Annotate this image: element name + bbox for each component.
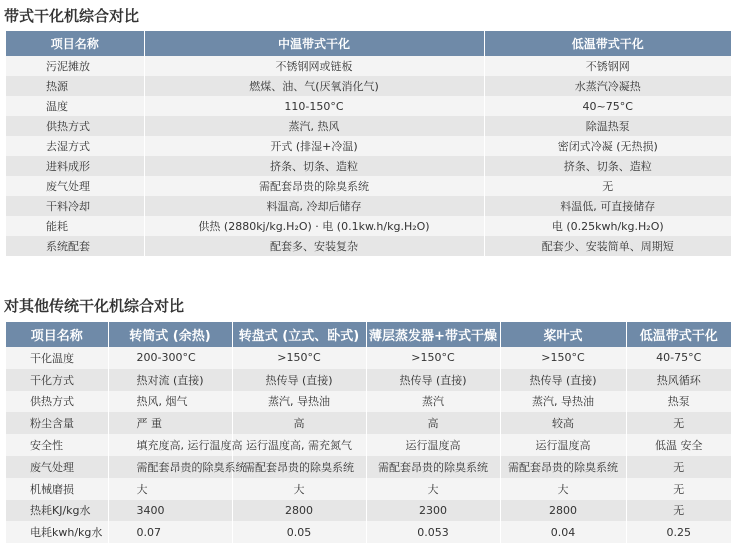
row-label: 热耗KJ/kg水 (6, 500, 108, 522)
table-cell: 热风, 烟气 (108, 391, 232, 413)
column-header: 项目名称 (6, 322, 108, 347)
section1-title: 带式干化机综合对比 (4, 7, 140, 25)
column-header: 项目名称 (6, 31, 144, 56)
table-cell: 高 (232, 412, 366, 434)
table-cell: 0.04 (500, 521, 626, 543)
table-cell: >150°C (232, 347, 366, 369)
table-row (6, 478, 731, 500)
table-row (6, 216, 731, 236)
table-header-row (6, 31, 731, 56)
row-label: 干化温度 (6, 347, 108, 369)
table-cell: 0.05 (232, 521, 366, 543)
table-cell: 燃煤、油、气(厌氧消化气) (144, 76, 484, 96)
row-label: 污泥摊放 (6, 56, 144, 76)
table-cell: 配套少、安装简单、周期短 (484, 236, 731, 256)
table-cell: 3400 (108, 500, 232, 522)
table-cell: 供热 (2880kj/kg.H₂O) · 电 (0.1kw.h/kg.H₂O) (144, 216, 484, 236)
row-label: 能耗 (6, 216, 144, 236)
table-cell: 2300 (366, 500, 500, 522)
table-row (6, 136, 731, 156)
row-label: 废气处理 (6, 456, 108, 478)
table-cell: 需配套昂贵的除臭系统 (366, 456, 500, 478)
table-row (6, 236, 731, 256)
row-label: 干化方式 (6, 369, 108, 391)
table-cell: 不锈钢网 (484, 56, 731, 76)
row-label: 电耗kwh/kg水 (6, 521, 108, 543)
row-label: 温度 (6, 96, 144, 116)
table-cell: 运行温度高 (366, 434, 500, 456)
table-cell: 除温热泵 (484, 116, 731, 136)
table-row (6, 196, 731, 216)
table-cell: >150°C (500, 347, 626, 369)
row-label: 废气处理 (6, 176, 144, 196)
table-cell: 热传导 (直接) (366, 369, 500, 391)
table-row (6, 521, 731, 543)
table-cell: 挤条、切条、造粒 (144, 156, 484, 176)
table-cell: 2800 (232, 500, 366, 522)
table-row (6, 76, 731, 96)
table-cell: 40~75°C (484, 96, 731, 116)
table-cell: 无 (484, 176, 731, 196)
table-cell: 0.053 (366, 521, 500, 543)
column-header: 中温带式干化 (144, 31, 484, 56)
table-cell: 电 (0.25kwh/kg.H₂O) (484, 216, 731, 236)
column-header: 转筒式 (余热) (108, 322, 232, 347)
column-header: 低温带式干化 (484, 31, 731, 56)
row-label: 机械磨损 (6, 478, 108, 500)
table-cell: 40-75°C (626, 347, 731, 369)
table-cell: 热传导 (直接) (232, 369, 366, 391)
table-cell: 热传导 (直接) (500, 369, 626, 391)
table-cell: 大 (108, 478, 232, 500)
table-cell: 需配套昂贵的除臭系统 (232, 456, 366, 478)
table-cell: 大 (366, 478, 500, 500)
table-cell: 热泵 (626, 391, 731, 413)
belt-dryer-comparison-table (6, 31, 731, 256)
table-row (6, 369, 731, 391)
table-cell: 0.25 (626, 521, 731, 543)
table-cell: 200-300°C (108, 347, 232, 369)
table-cell: 开式 (排湿+冷温) (144, 136, 484, 156)
row-label: 供热方式 (6, 116, 144, 136)
table-header-row (6, 322, 731, 347)
table-row (6, 412, 731, 434)
table-cell: 无 (626, 412, 731, 434)
table-row (6, 456, 731, 478)
table-row (6, 391, 731, 413)
row-label: 供热方式 (6, 391, 108, 413)
table-cell: 蒸汽, 导热油 (500, 391, 626, 413)
section2-title: 对其他传统干化机综合对比 (4, 297, 185, 315)
table-cell: 蒸汽, 热风 (144, 116, 484, 136)
table-cell: 需配套昂贵的除臭系统 (144, 176, 484, 196)
table-cell: 运行温度高, 需充氮气 (232, 434, 366, 456)
table-cell: 严 重 (108, 412, 232, 434)
table-cell: 密闭式冷凝 (无热损) (484, 136, 731, 156)
table-cell: 不锈钢网或链板 (144, 56, 484, 76)
row-label: 安全性 (6, 434, 108, 456)
table-cell: >150°C (366, 347, 500, 369)
table-cell: 蒸汽, 导热油 (232, 391, 366, 413)
table-cell: 需配套昂贵的除臭系统 (500, 456, 626, 478)
table-cell: 较高 (500, 412, 626, 434)
table-cell: 蒸汽 (366, 391, 500, 413)
table-row (6, 434, 731, 456)
table-row (6, 116, 731, 136)
table-cell: 大 (232, 478, 366, 500)
table-cell: 110-150°C (144, 96, 484, 116)
table-row (6, 500, 731, 522)
table-cell: 热风循环 (626, 369, 731, 391)
table-row (6, 176, 731, 196)
table-cell: 高 (366, 412, 500, 434)
table-cell: 2800 (500, 500, 626, 522)
row-label: 去湿方式 (6, 136, 144, 156)
row-label: 进料成形 (6, 156, 144, 176)
table-cell: 料温高, 冷却后储存 (144, 196, 484, 216)
row-label: 系统配套 (6, 236, 144, 256)
table-cell: 0.07 (108, 521, 232, 543)
table-cell: 热对流 (直接) (108, 369, 232, 391)
table-row (6, 56, 731, 76)
table-cell: 配套多、安装复杂 (144, 236, 484, 256)
table-row (6, 156, 731, 176)
table-cell: 运行温度高 (500, 434, 626, 456)
table-cell: 挤条、切条、造粒 (484, 156, 731, 176)
column-header: 低温带式干化 (626, 322, 731, 347)
row-label: 粉尘含量 (6, 412, 108, 434)
column-header: 桨叶式 (500, 322, 626, 347)
table-cell: 料温低, 可直接储存 (484, 196, 731, 216)
traditional-dryer-comparison-table (6, 322, 731, 543)
table-cell: 大 (500, 478, 626, 500)
table-row (6, 347, 731, 369)
column-header: 薄层蒸发器+带式干燥 (366, 322, 500, 347)
table-cell: 水蒸汽冷凝热 (484, 76, 731, 96)
table-cell: 低温 安全 (626, 434, 731, 456)
table-cell: 无 (626, 456, 731, 478)
row-label: 干料冷却 (6, 196, 144, 216)
table-cell: 需配套昂贵的除臭系统 (108, 456, 232, 478)
column-header: 转盘式 (立式、卧式) (232, 322, 366, 347)
table-cell: 无 (626, 478, 731, 500)
table-cell: 填充度高, 运行温度高 (108, 434, 232, 456)
table-row (6, 96, 731, 116)
row-label: 热源 (6, 76, 144, 96)
table-cell: 无 (626, 500, 731, 522)
